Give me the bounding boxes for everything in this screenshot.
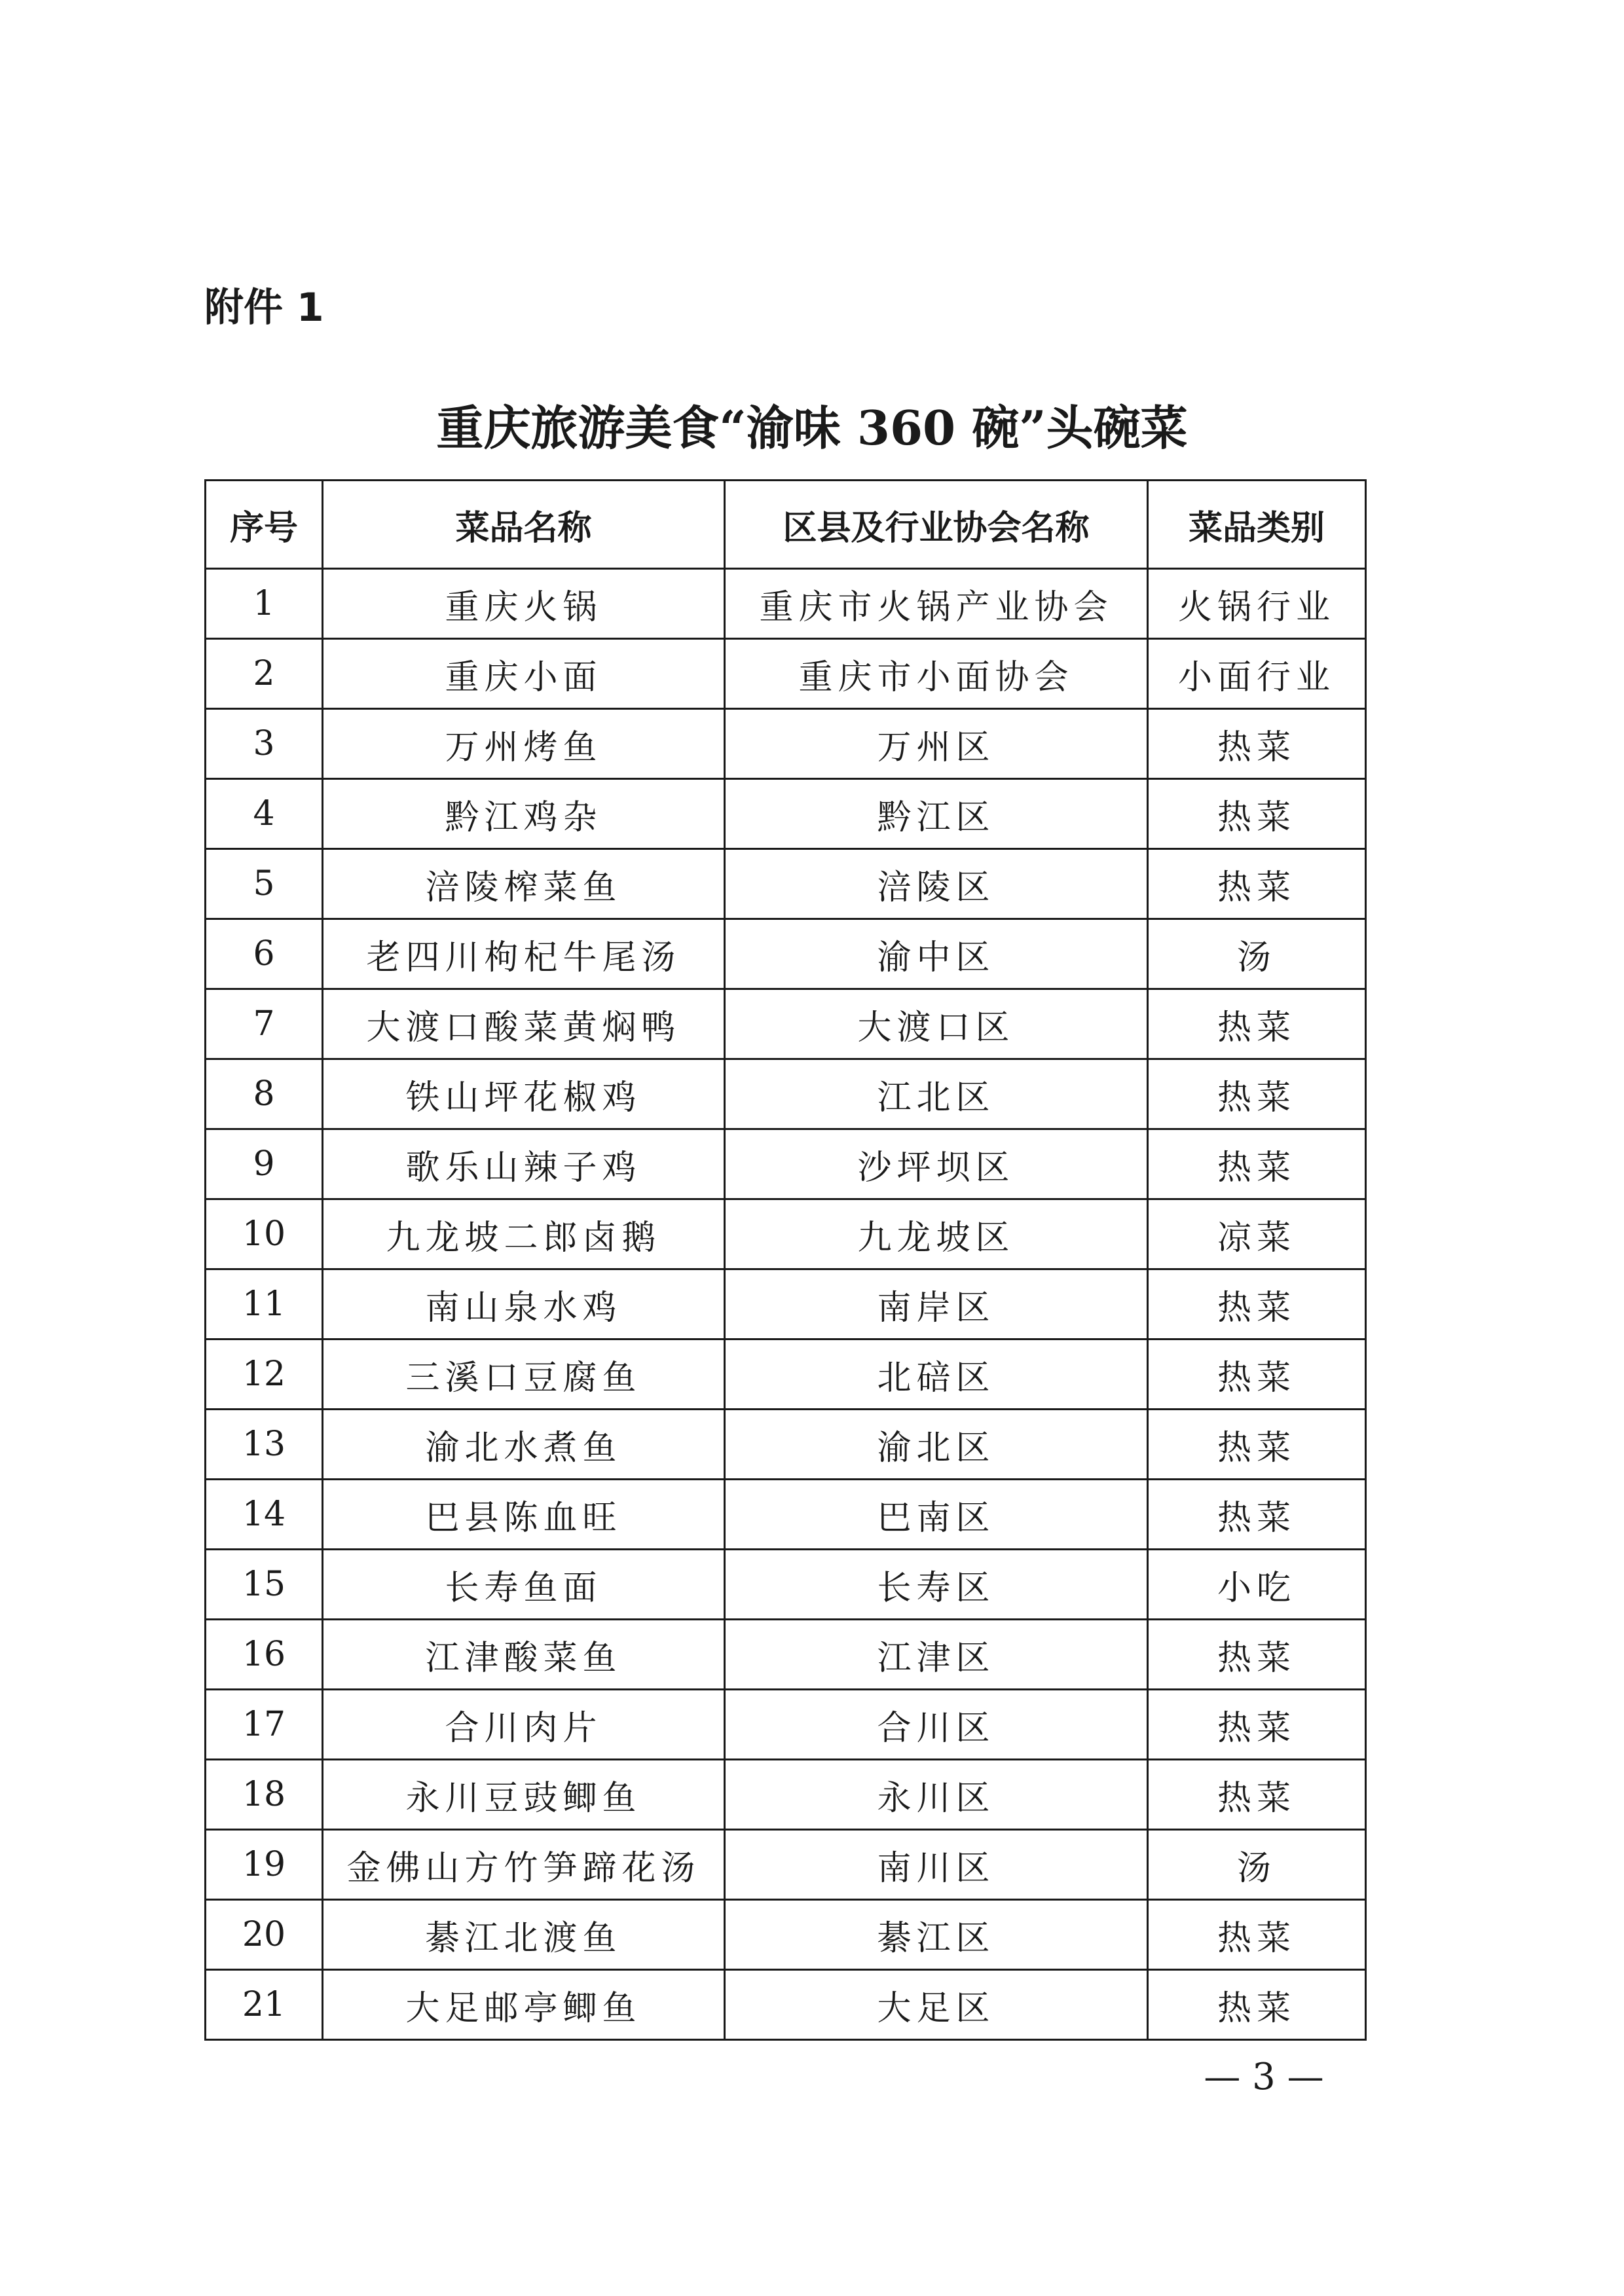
dish-category-cell: 热菜 [1148, 779, 1366, 849]
page-number: — 3 — [1204, 2056, 1324, 2098]
district-association-cell: 渝中区 [725, 919, 1148, 989]
dish-name-cell: 铁山坪花椒鸡 [323, 1059, 725, 1129]
serial-number-cell: 10 [206, 1199, 323, 1269]
district-association-cell: 大足区 [725, 1970, 1148, 2040]
dish-category-cell: 热菜 [1148, 1970, 1366, 2040]
dish-category-cell: 凉菜 [1148, 1199, 1366, 1269]
serial-number-cell: 17 [206, 1690, 323, 1760]
serial-number-cell: 9 [206, 1129, 323, 1199]
dish-category-cell: 热菜 [1148, 1059, 1366, 1129]
table-row [206, 639, 1366, 709]
table-row [206, 1059, 1366, 1129]
serial-number-cell: 2 [206, 639, 323, 709]
dish-category-cell: 热菜 [1148, 849, 1366, 919]
dish-name-cell: 涪陵榨菜鱼 [323, 849, 725, 919]
dish-category-cell: 汤 [1148, 1830, 1366, 1900]
district-association-cell: 江津区 [725, 1620, 1148, 1690]
dish-category-cell: 汤 [1148, 919, 1366, 989]
district-association-cell: 重庆市火锅产业协会 [725, 569, 1148, 639]
table-row [206, 989, 1366, 1059]
table-row [206, 849, 1366, 919]
table-row [206, 1339, 1366, 1410]
table-row [206, 569, 1366, 639]
district-association-cell: 万州区 [725, 709, 1148, 779]
district-association-cell: 巴南区 [725, 1480, 1148, 1550]
dish-name-cell: 大足邮亭鲫鱼 [323, 1970, 725, 2040]
district-association-cell: 沙坪坝区 [725, 1129, 1148, 1199]
attachment-label: 附件 1 [204, 285, 324, 331]
dish-name-cell: 合川肉片 [323, 1690, 725, 1760]
table-row [206, 1970, 1366, 2040]
table-row [206, 1760, 1366, 1830]
serial-number-cell: 7 [206, 989, 323, 1059]
dish-name-cell: 綦江北渡鱼 [323, 1900, 725, 1970]
dish-category-cell: 热菜 [1148, 709, 1366, 779]
serial-number-cell: 20 [206, 1900, 323, 1970]
dish-name-cell: 三溪口豆腐鱼 [323, 1339, 725, 1410]
table-row [206, 779, 1366, 849]
table-row [206, 919, 1366, 989]
serial-number-cell: 19 [206, 1830, 323, 1900]
dish-name-cell: 重庆小面 [323, 639, 725, 709]
district-association-cell: 长寿区 [725, 1550, 1148, 1620]
serial-number-cell: 6 [206, 919, 323, 989]
dish-category-cell: 热菜 [1148, 1410, 1366, 1480]
district-association-cell: 北碚区 [725, 1339, 1148, 1410]
district-association-cell: 重庆市小面协会 [725, 639, 1148, 709]
serial-number-cell: 8 [206, 1059, 323, 1129]
dish-name-cell: 老四川枸杞牛尾汤 [323, 919, 725, 989]
dish-category-cell: 热菜 [1148, 1480, 1366, 1550]
table-row [206, 1900, 1366, 1970]
district-association-cell: 渝北区 [725, 1410, 1148, 1480]
dish-category-cell: 火锅行业 [1148, 569, 1366, 639]
dish-category-cell: 热菜 [1148, 1900, 1366, 1970]
table-row [206, 1620, 1366, 1690]
serial-number-cell: 1 [206, 569, 323, 639]
dish-name-cell: 万州烤鱼 [323, 709, 725, 779]
dish-category-cell: 热菜 [1148, 989, 1366, 1059]
district-association-cell: 合川区 [725, 1690, 1148, 1760]
table-row [206, 1550, 1366, 1620]
header-district-association: 区县及行业协会名称 [725, 481, 1148, 569]
dish-name-cell: 江津酸菜鱼 [323, 1620, 725, 1690]
serial-number-cell: 18 [206, 1760, 323, 1830]
dish-category-cell: 热菜 [1148, 1690, 1366, 1760]
dish-name-cell: 巴县陈血旺 [323, 1480, 725, 1550]
table-row [206, 1690, 1366, 1760]
dish-table [204, 479, 1367, 2041]
dish-category-cell: 热菜 [1148, 1760, 1366, 1830]
dish-name-cell: 九龙坡二郎卤鹅 [323, 1199, 725, 1269]
dish-name-cell: 金佛山方竹笋蹄花汤 [323, 1830, 725, 1900]
district-association-cell: 南川区 [725, 1830, 1148, 1900]
dish-name-cell: 南山泉水鸡 [323, 1269, 725, 1339]
table-row [206, 1830, 1366, 1900]
dish-category-cell: 热菜 [1148, 1620, 1366, 1690]
serial-number-cell: 16 [206, 1620, 323, 1690]
district-association-cell: 永川区 [725, 1760, 1148, 1830]
dish-name-cell: 歌乐山辣子鸡 [323, 1129, 725, 1199]
dish-name-cell: 永川豆豉鲫鱼 [323, 1760, 725, 1830]
dish-name-cell: 黔江鸡杂 [323, 779, 725, 849]
table-header-row [206, 481, 1366, 569]
serial-number-cell: 12 [206, 1339, 323, 1410]
dish-name-cell: 大渡口酸菜黄焖鸭 [323, 989, 725, 1059]
serial-number-cell: 21 [206, 1970, 323, 2040]
district-association-cell: 綦江区 [725, 1900, 1148, 1970]
header-dish-category: 菜品类别 [1148, 481, 1366, 569]
district-association-cell: 江北区 [725, 1059, 1148, 1129]
dish-name-cell: 长寿鱼面 [323, 1550, 725, 1620]
table-row [206, 1410, 1366, 1480]
district-association-cell: 黔江区 [725, 779, 1148, 849]
serial-number-cell: 13 [206, 1410, 323, 1480]
page-title: 重庆旅游美食“渝味 360 碗”头碗菜 [436, 400, 1188, 456]
dish-category-cell: 热菜 [1148, 1269, 1366, 1339]
serial-number-cell: 14 [206, 1480, 323, 1550]
dish-category-cell: 小面行业 [1148, 639, 1366, 709]
district-association-cell: 涪陵区 [725, 849, 1148, 919]
dish-category-cell: 热菜 [1148, 1339, 1366, 1410]
district-association-cell: 九龙坡区 [725, 1199, 1148, 1269]
header-dish-name: 菜品名称 [323, 481, 725, 569]
table-row [206, 1129, 1366, 1199]
header-serial-number: 序号 [206, 481, 323, 569]
table-row [206, 709, 1366, 779]
district-association-cell: 大渡口区 [725, 989, 1148, 1059]
dish-name-cell: 重庆火锅 [323, 569, 725, 639]
serial-number-cell: 15 [206, 1550, 323, 1620]
dish-category-cell: 热菜 [1148, 1129, 1366, 1199]
district-association-cell: 南岸区 [725, 1269, 1148, 1339]
serial-number-cell: 4 [206, 779, 323, 849]
dish-name-cell: 渝北水煮鱼 [323, 1410, 725, 1480]
serial-number-cell: 11 [206, 1269, 323, 1339]
serial-number-cell: 5 [206, 849, 323, 919]
table-row [206, 1199, 1366, 1269]
table-row [206, 1480, 1366, 1550]
serial-number-cell: 3 [206, 709, 323, 779]
table-row [206, 1269, 1366, 1339]
dish-category-cell: 小吃 [1148, 1550, 1366, 1620]
